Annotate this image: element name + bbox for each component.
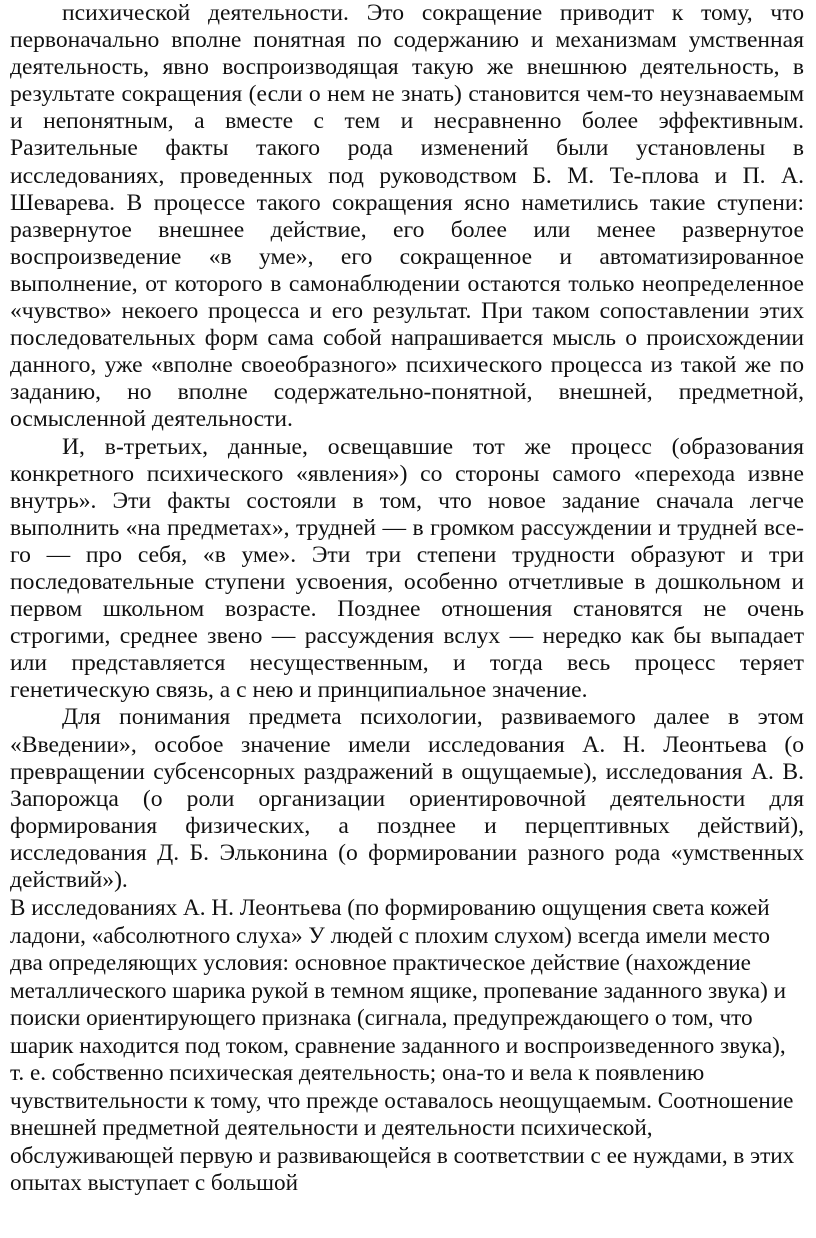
- paragraph-1: психической деятельности. Это сокращение приводит к тому, что первоначально вполне понятная по содержанию и механизмам умственная деятельность, явно воспроизводящая такую же внешнюю деятельность, в результате сокращения (если о нем не знать) становится чем-то неузнаваемым и непонятным, а вместе с тем и несравненно более эффективным. Разительные факты такого рода изменений были установлены в исследованиях, проведенных под руководством Б. М. Те-плова и П. А. Шеварева. В процессе такого сокращения ясно наметились такие ступени: развернутое внешнее действие, его более или менее развернутое воспроизведение «в уме», его сокращенное и автоматизированное выполнение, от которого в самонаблюдении остаются только неопределенное «чувство» некоего процесса и его результат. При таком сопоставлении этих последовательных форм сама собой напрашивается мысль о происхождении данного, уже «вполне своеобразного» психического процесса из такой же по заданию, но вполне содержательно-понятной, внешней, предметной, осмысленной деятельности.: [10, 0, 804, 433]
- paragraph-4: В исследованиях А. Н. Леонтьева (по формированию ощущения света кожей ладони, «абсолютного слуха» У людей с плохим слухом) всегда имели место два определяющих условия: основное практическое действие (нахождение металлического шарика рукой в темном ящике, пропевание заданного звука) и поиски ориентирующего признака (сигнала, предупреждающего о том, что шарик находится под током, сравнение заданного и воспроизведенного звука), т. е. собственно психическая деятельность; она-то и вела к появлению чувствительности к тому, что прежде оставалось неощущаемым. Соотношение внешней предметной деятельности и деятельности психической, обслуживающей первую и развивающейся в соответствии с ее нуждами, в этих опытах выступает с большой: [10, 895, 795, 1197]
- paragraph-2: И, в-третьих, данные, освещавшие тот же процесс (образования конкретного психического «явления») со стороны самого «перехода извне внутрь». Эти факты состояли в том, что новое задание сначала легче выполнить «на предметах», трудней — в громком рассуждении и трудней всего — про себя, «в уме». Эти три степени трудности образуют и три последовательные ступени усвоения, особенно отчетливые в дошкольном и первом школьном возрасте. Позднее отношения становятся не очень строгими, среднее звено — рассуждения вслух — нередко как бы выпадает или представляется несущественным, и тогда весь процесс теряет генетическую связь, а с нею и принципиальное значение.: [10, 433, 804, 704]
- paragraph-3: Для понимания предмета психологии, развиваемого далее в этом «Введении», особое значение имели исследования А. Н. Леонтьева (о превращении субсенсорных раздражений в ощущаемые), исследования А. В. Запорожца (о роли организации ориентировочной деятельности для формирования физических, а позднее и перцептивных действий), исследования Д. Б. Эльконина (о формировании разного рода «умственных действий»).: [10, 704, 804, 893]
